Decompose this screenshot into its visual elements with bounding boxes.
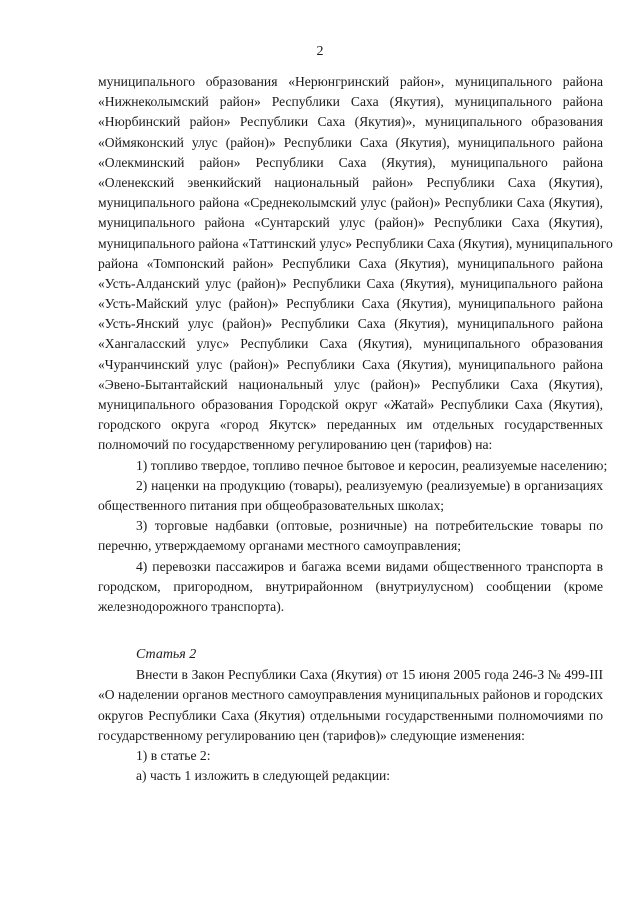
text-line: железнодорожного транспорта).	[98, 598, 285, 614]
text-line: городском, пригородном, внутрирайонном (внутриулусном) сообщении (кроме	[98, 578, 603, 594]
text-line: муниципального района «Сунтарский улус (район)» Республики Саха (Якутия),	[98, 215, 603, 231]
text-line: «Оленекский эвенкийский национальный район» Республики Саха (Якутия),	[98, 174, 603, 190]
text-line: «Усть-Алданский улус (район)» Республики Саха (Якутия), муниципального района	[98, 275, 603, 291]
text-line: 4) перевозки пассажиров и багажа всеми видами общественного транспорта в	[136, 558, 603, 574]
article-heading: Статья 2	[136, 647, 197, 663]
text-line: муниципального образования Городской округ «Жатай» Республики Саха (Якутия),	[98, 397, 603, 412]
text-line: муниципального района «Таттинский улус» Республики Саха (Якутия), муниципального	[98, 235, 613, 251]
text-line: муниципального образования «Нерюнгринский район», муниципального района	[98, 74, 603, 89]
text-line: «Эвено-Бытантайский национальный улус (район)» Республики Саха (Якутия),	[98, 376, 603, 392]
page-number: 2	[316, 44, 324, 59]
text-line: Внести в Закон Республики Саха (Якутия) от 15 июня 2005 года 246-З № 499-III	[136, 667, 603, 683]
text-line: «Оймяконский улус (район)» Республики Саха (Якутия), муниципального района	[98, 134, 603, 150]
list-item-2	[98, 476, 603, 516]
text-line: перечню, утверждаемому органами местного самоуправления;	[98, 538, 461, 554]
text-line: «Олекминский район» Республики Саха (Якутия), муниципального района	[98, 154, 603, 170]
text-line: 1) топливо твердое, топливо печное бытовое и керосин, реализуемые населению;	[136, 457, 608, 473]
list-item-1	[98, 456, 608, 476]
text-line: городского округа «город Якутск» переданных им отдельных государственных	[98, 417, 603, 433]
text-line: «О наделении органов местного самоуправления муниципальных районов и городских	[98, 687, 603, 703]
list-item-4	[98, 557, 603, 618]
sub-item-a: а) часть 1 изложить в следующей редакции:	[136, 768, 391, 784]
text-line: «Нижнеколымский район» Республики Саха (Якутия), муниципального района	[98, 94, 603, 110]
text-line: округов Республики Саха (Якутия) отдельными государственными полномочиями по	[98, 707, 603, 723]
list-item-3	[98, 516, 603, 556]
text-line: «Чуранчинский улус (район)» Республики Саха (Якутия), муниципального района	[98, 356, 603, 372]
text-line: муниципального района «Среднеколымский улус (район)» Республики Саха (Якутия),	[98, 195, 603, 211]
text-line: района «Томпонский район» Республики Саха (Якутия), муниципального района	[98, 255, 603, 271]
text-line: «Хангаласский улус» Республики Саха (Якутия), муниципального образования	[98, 336, 603, 352]
document-body	[98, 72, 613, 786]
paragraph-continuation	[98, 72, 613, 456]
article-paragraph	[98, 665, 603, 746]
sub-item-1: 1) в статье 2:	[136, 748, 211, 763]
text-line: «Усть-Янский улус (район)» Республики Саха (Якутия), муниципального района	[98, 316, 603, 332]
text-line: государственному регулированию цен (тарифов)» следующие изменения:	[98, 727, 525, 743]
text-line: полномочий по государственному регулированию цен (тарифов) на:	[98, 437, 493, 453]
text-line: 2) наценки на продукцию (товары), реализуемую (реализуемые) в организациях	[136, 477, 603, 493]
text-line: общественного питания при общеобразовательных школах;	[98, 497, 445, 513]
text-line: «Нюрбинский район» Республики Саха (Якутия)», муниципального образования	[98, 114, 603, 130]
text-line: 3) торговые надбавки (оптовые, розничные) на потребительские товары по	[136, 518, 603, 534]
section-spacer	[98, 617, 603, 645]
text-line: «Усть-Майский улус (район)» Республики Саха (Якутия), муниципального района	[98, 296, 603, 312]
